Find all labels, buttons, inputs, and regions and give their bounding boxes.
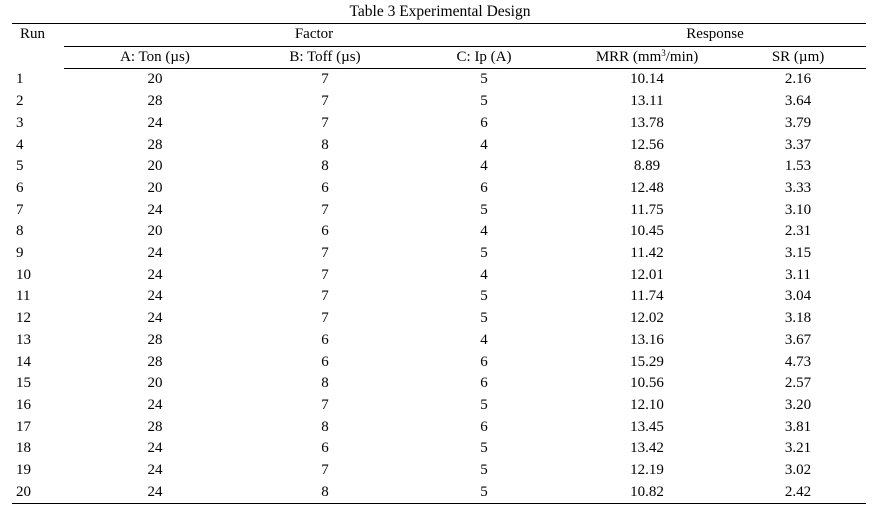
table-row — [12, 417, 866, 439]
mrr-cell: 13.11 — [630, 93, 664, 110]
run-cell: 11 — [16, 288, 31, 305]
run-cell: 7 — [16, 201, 24, 218]
ip-cell: 4 — [480, 158, 488, 175]
toff-cell: 6 — [321, 331, 329, 348]
table-row — [12, 482, 866, 504]
mrr-header-suffix: /min) — [665, 48, 699, 65]
table-row — [12, 460, 866, 482]
ton-cell: 28 — [147, 136, 163, 153]
run-cell: 18 — [16, 440, 31, 457]
sr-cell: 3.18 — [784, 310, 812, 327]
table-row — [12, 69, 866, 91]
toff-cell: 7 — [321, 71, 329, 88]
table-body — [12, 69, 866, 504]
ip-cell: 4 — [480, 266, 488, 283]
run-cell: 20 — [12, 482, 64, 504]
table-row — [12, 265, 866, 287]
mrr-cell: 13.45 — [630, 418, 664, 435]
header-row-columns — [12, 46, 866, 69]
mrr-cell: 11.42 — [630, 245, 664, 262]
run-cell: 12 — [16, 310, 31, 327]
ton-cell: 28 — [147, 331, 163, 348]
ton-cell: 24 — [147, 396, 163, 413]
sr-cell: 4.73 — [784, 353, 812, 370]
ip-cell: 5 — [480, 310, 488, 327]
mrr-cell: 8.89 — [633, 158, 661, 175]
toff-cell: 6 — [321, 223, 329, 240]
mrr-cell: 11.75 — [630, 201, 664, 218]
factor-a-header: A: Ton (µs) — [64, 46, 246, 69]
sr-cell: 2.42 — [730, 482, 866, 504]
ip-cell: 5 — [480, 245, 488, 262]
mrr-cell: 10.14 — [630, 71, 664, 88]
ip-cell: 6 — [480, 375, 488, 392]
run-cell: 5 — [16, 158, 24, 175]
ip-cell: 5 — [480, 396, 488, 413]
toff-cell: 7 — [321, 310, 329, 327]
ton-cell: 24 — [147, 201, 163, 218]
table-row — [12, 156, 866, 178]
ton-cell: 28 — [147, 418, 163, 435]
mrr-cell: 13.78 — [630, 114, 664, 131]
toff-cell: 7 — [321, 266, 329, 283]
ip-cell: 6 — [480, 179, 488, 196]
ton-cell: 24 — [147, 266, 163, 283]
sr-cell: 2.31 — [784, 223, 812, 240]
experimental-design-table — [12, 23, 866, 504]
ton-cell: 24 — [147, 310, 163, 327]
ton-cell: 24 — [147, 114, 163, 131]
run-cell: 14 — [16, 353, 31, 370]
ton-cell: 20 — [147, 223, 163, 240]
ton-cell: 24 — [147, 245, 163, 262]
table-caption: Table 3 Experimental Design — [349, 3, 531, 20]
toff-cell: 8 — [321, 418, 329, 435]
ip-cell: 5 — [480, 288, 488, 305]
table-row — [12, 330, 866, 352]
table-row — [12, 200, 866, 222]
table-row — [12, 286, 866, 308]
toff-cell: 7 — [321, 114, 329, 131]
toff-cell: 6 — [321, 179, 329, 196]
mrr-cell: 15.29 — [630, 353, 664, 370]
table-row — [12, 135, 866, 157]
run-column-header: Run — [12, 24, 64, 69]
mrr-cell: 12.48 — [630, 179, 664, 196]
toff-cell: 8 — [246, 482, 404, 504]
mrr-cell: 12.56 — [630, 136, 664, 153]
ton-cell: 24 — [147, 288, 163, 305]
ip-cell: 5 — [480, 462, 488, 479]
run-cell: 16 — [16, 396, 31, 413]
ip-cell: 6 — [480, 418, 488, 435]
run-cell: 9 — [16, 245, 24, 262]
run-cell: 1 — [16, 71, 24, 88]
toff-cell: 8 — [321, 375, 329, 392]
run-cell: 15 — [16, 375, 31, 392]
factor-c-header: C: Ip (A) — [404, 46, 564, 69]
run-cell: 2 — [16, 93, 24, 110]
sr-cell: 3.15 — [784, 245, 812, 262]
sr-header: SR (µm) — [730, 46, 866, 69]
ip-cell: 5 — [404, 482, 564, 504]
ton-cell: 28 — [147, 93, 163, 110]
run-cell: 13 — [16, 331, 31, 348]
mrr-cell: 12.01 — [630, 266, 664, 283]
run-cell: 4 — [16, 136, 24, 153]
factor-group-header: Factor — [64, 24, 564, 47]
mrr-cell: 10.45 — [630, 223, 664, 240]
ton-cell: 24 — [147, 462, 163, 479]
sr-cell: 3.33 — [784, 179, 812, 196]
ton-cell: 24 — [147, 440, 163, 457]
toff-cell: 7 — [321, 93, 329, 110]
sr-cell: 3.67 — [784, 331, 812, 348]
ip-cell: 5 — [480, 93, 488, 110]
table-row — [12, 243, 866, 265]
ip-cell: 5 — [480, 440, 488, 457]
table-row — [12, 308, 866, 330]
ip-cell: 6 — [480, 114, 488, 131]
table-row — [12, 91, 866, 113]
ton-cell: 24 — [64, 482, 246, 504]
run-cell: 10 — [16, 266, 31, 283]
mrr-cell: 12.02 — [630, 310, 664, 327]
mrr-cell: 10.56 — [630, 375, 664, 392]
toff-cell: 7 — [321, 201, 329, 218]
toff-cell: 7 — [321, 396, 329, 413]
ip-cell: 4 — [480, 223, 488, 240]
toff-cell: 6 — [321, 440, 329, 457]
sr-cell: 3.81 — [784, 418, 812, 435]
sr-cell: 3.20 — [784, 396, 812, 413]
mrr-cell: 11.74 — [630, 288, 664, 305]
toff-cell: 7 — [321, 462, 329, 479]
mrr-header-superscript: 3 — [661, 47, 666, 58]
ton-cell: 20 — [147, 158, 163, 175]
run-cell: 3 — [16, 114, 24, 131]
sr-cell: 3.37 — [784, 136, 812, 153]
header-row-groups — [12, 24, 866, 47]
mrr-cell: 13.16 — [630, 331, 664, 348]
sr-cell: 3.10 — [784, 201, 812, 218]
response-group-header: Response — [564, 24, 866, 47]
toff-cell: 7 — [321, 288, 329, 305]
toff-cell: 8 — [321, 136, 329, 153]
sr-cell: 3.64 — [784, 93, 812, 110]
ton-cell: 28 — [147, 353, 163, 370]
mrr-cell: 12.10 — [630, 396, 664, 413]
ip-cell: 4 — [480, 331, 488, 348]
ton-cell: 20 — [147, 179, 163, 196]
toff-cell: 7 — [321, 245, 329, 262]
mrr-cell: 13.42 — [630, 440, 664, 457]
run-cell: 19 — [16, 462, 31, 479]
sr-cell: 3.79 — [784, 114, 812, 131]
table-row — [12, 178, 866, 200]
toff-cell: 6 — [321, 353, 329, 370]
mrr-header — [564, 46, 730, 69]
run-cell: 8 — [16, 223, 24, 240]
table-row — [12, 438, 866, 460]
mrr-cell: 12.19 — [630, 462, 664, 479]
ip-cell: 5 — [480, 201, 488, 218]
sr-cell: 2.16 — [784, 71, 812, 88]
ip-cell: 5 — [480, 71, 488, 88]
mrr-cell: 10.82 — [564, 482, 730, 504]
sr-cell: 3.21 — [784, 440, 812, 457]
mrr-header-prefix: MRR (mm — [595, 48, 662, 65]
table-row — [12, 373, 866, 395]
sr-cell: 2.57 — [784, 375, 812, 392]
sr-cell: 3.02 — [784, 462, 812, 479]
table-row — [12, 221, 866, 243]
ton-cell: 20 — [147, 375, 163, 392]
sr-cell: 1.53 — [784, 158, 812, 175]
table-row — [12, 113, 866, 135]
sr-cell: 3.04 — [784, 288, 812, 305]
ip-cell: 6 — [480, 353, 488, 370]
ton-cell: 20 — [147, 71, 163, 88]
toff-cell: 8 — [321, 158, 329, 175]
table-row — [12, 395, 866, 417]
table-row — [12, 352, 866, 374]
run-cell: 17 — [16, 418, 31, 435]
run-cell: 6 — [16, 179, 24, 196]
ip-cell: 4 — [480, 136, 488, 153]
factor-b-header: B: Toff (µs) — [246, 46, 404, 69]
sr-cell: 3.11 — [785, 266, 811, 283]
